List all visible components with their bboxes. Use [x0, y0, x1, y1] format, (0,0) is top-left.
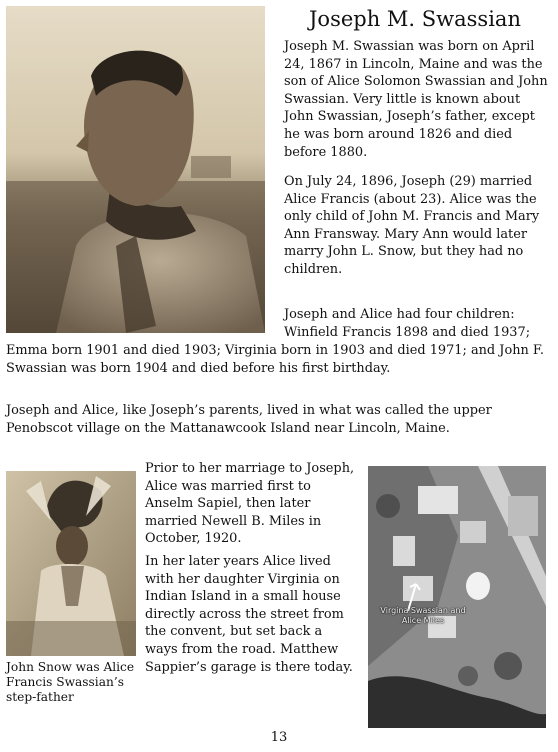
john-snow-image	[6, 471, 136, 656]
john-snow-caption: John Snow was Alice Francis Swassian’s step-father	[6, 660, 135, 704]
page-number: 13	[270, 730, 288, 745]
joseph-portrait-photo	[6, 6, 265, 333]
john-snow-photo	[6, 471, 136, 656]
page-title: Joseph M. Swassian	[309, 7, 521, 31]
paragraph-children-intro: Joseph and Alice had four children: Winfield Francis 1898 and died 1937;	[284, 307, 531, 340]
paragraph-marriage: On July 24, 1896, Joseph (29) married Alice Francis (about 23). Alice was the only child of John M. Francis and Mary Ann Fransway. Mary Ann would later marry John L. Snow, but they had no children.	[284, 174, 540, 277]
aerial-image	[368, 466, 546, 728]
aerial-photo	[368, 466, 546, 728]
paragraph-children-rest: Emma born 1901 and died 1903; Virginia born in 1903 and died 1971; and John F. Swassian was born 1904 and died before his first birthday.	[6, 343, 544, 376]
paragraph-later-years: In her later years Alice lived with her daughter Virginia on Indian Island in a small house directly across the street from the convent, but set back a ways from the road. Matthew Sappier’s garage is there today.	[145, 554, 353, 675]
joseph-portrait-image	[6, 6, 265, 333]
paragraph-residence: Joseph and Alice, like Joseph’s parents, lived in what was called the upper Penobscot village on the Mattanawcook Island near Lincoln, Maine.	[6, 403, 492, 436]
aerial-photo-label: Virgina Swassian and Alice Miles	[380, 606, 466, 625]
paragraph-prior-marriages: Prior to her marriage to Joseph, Alice was married first to Anselm Sapiel, then later married Newell B. Miles in October, 1920.	[145, 461, 355, 547]
paragraph-birth: Joseph M. Swassian was born on April 24, 1867 in Lincoln, Maine and was the son of Alice Solomon Swassian and John Swassian. Very little is known about John Swassian, Joseph’s father, except he was born around 1826 and died before 1880.	[284, 39, 548, 160]
